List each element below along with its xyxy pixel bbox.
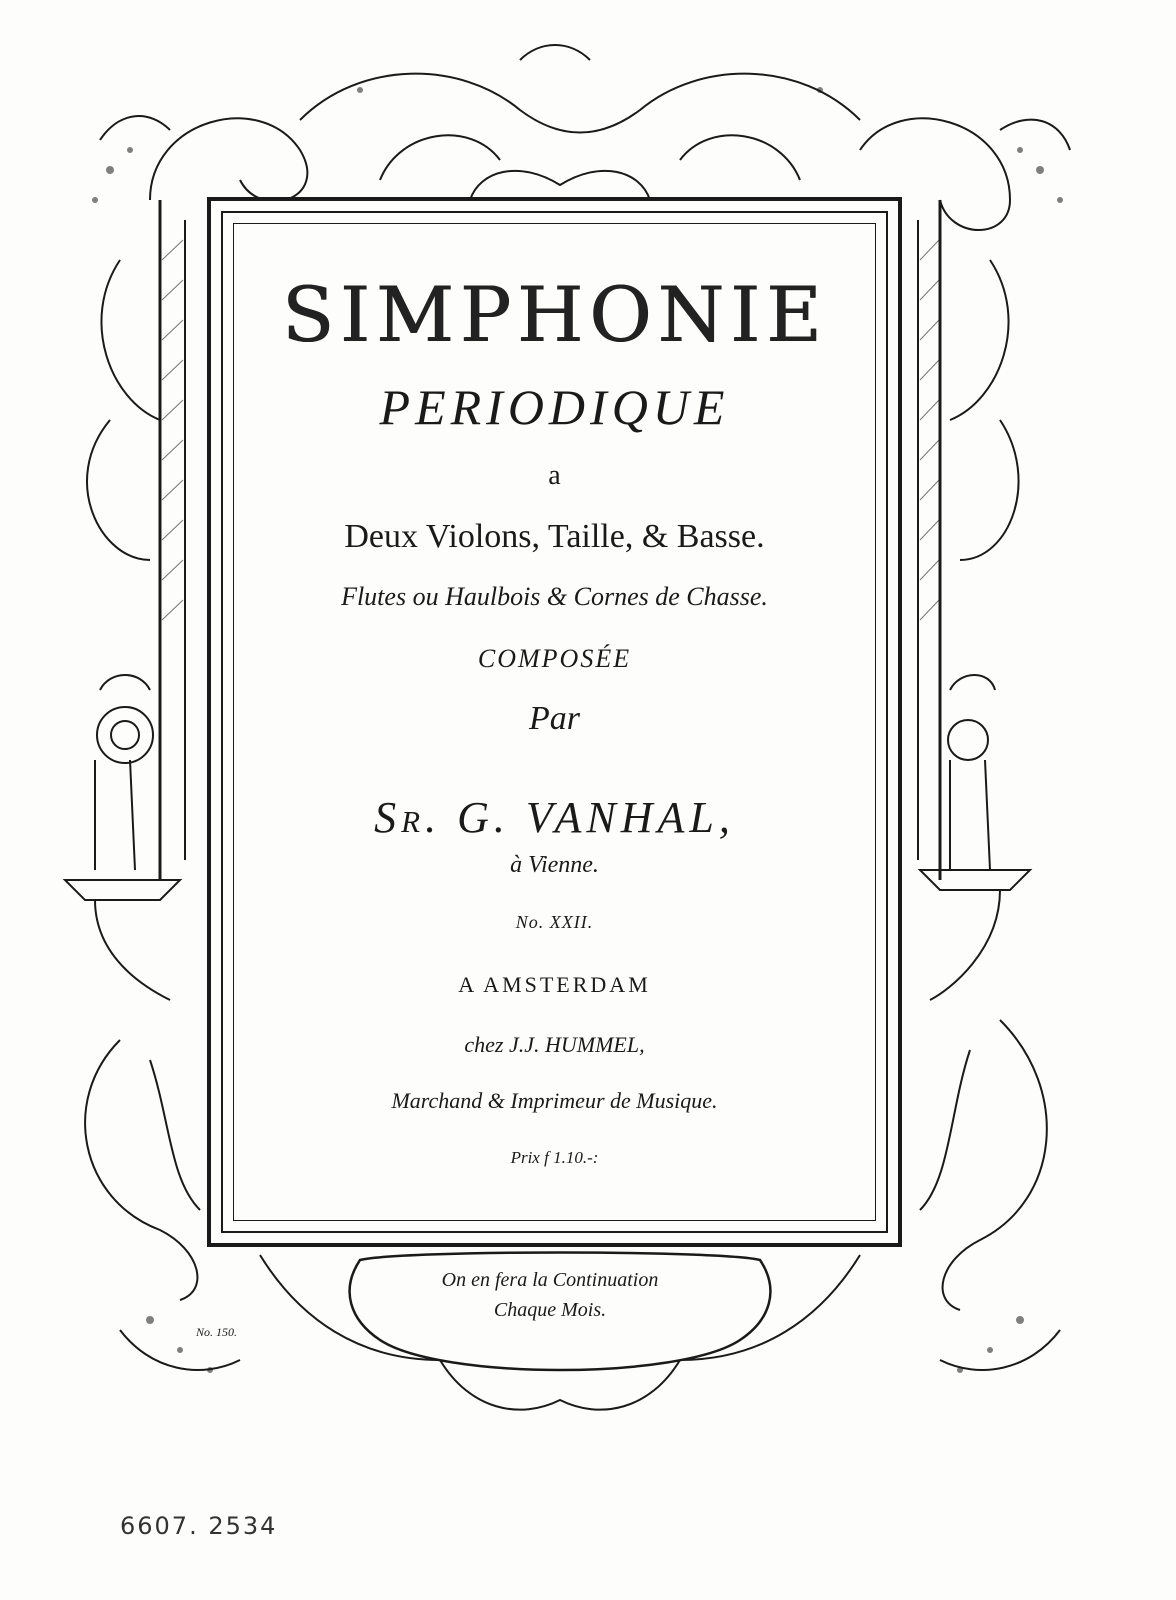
cartouche-line-1: On en fera la Continuation [441,1269,659,1291]
composed-label: COMPOSÉE [477,644,632,673]
cartouche-line-2: Chaque Mois. [493,1299,607,1321]
composer-place: à Vienne. [510,852,599,878]
by-label: Par [529,700,580,737]
library-shelfmark: 6607. 2534 [120,1512,278,1540]
plate-number: No. 150. [196,1325,238,1339]
instrumentation: Deux Violons, Taille, & Basse. [344,518,765,555]
imprint-publisher: chez J.J. HUMMEL, [464,1032,645,1057]
wind-instrumentation: Flutes ou Haulbois & Cornes de Chasse. [341,582,768,611]
composer-name: Sr. G. VANHAL, [374,793,735,842]
work-number: No. XXII. [515,912,594,932]
title-subtitle: PERIODIQUE [379,379,730,435]
title-main: SIMPHONIE [281,270,828,359]
continuation-cartouche [360,1265,740,1325]
imprint-city: A AMSTERDAM [458,972,651,997]
title-preposition: a [548,460,561,491]
price: Prix f 1.10.-: [510,1148,599,1167]
imprint-trade: Marchand & Imprimeur de Musique. [391,1088,718,1113]
